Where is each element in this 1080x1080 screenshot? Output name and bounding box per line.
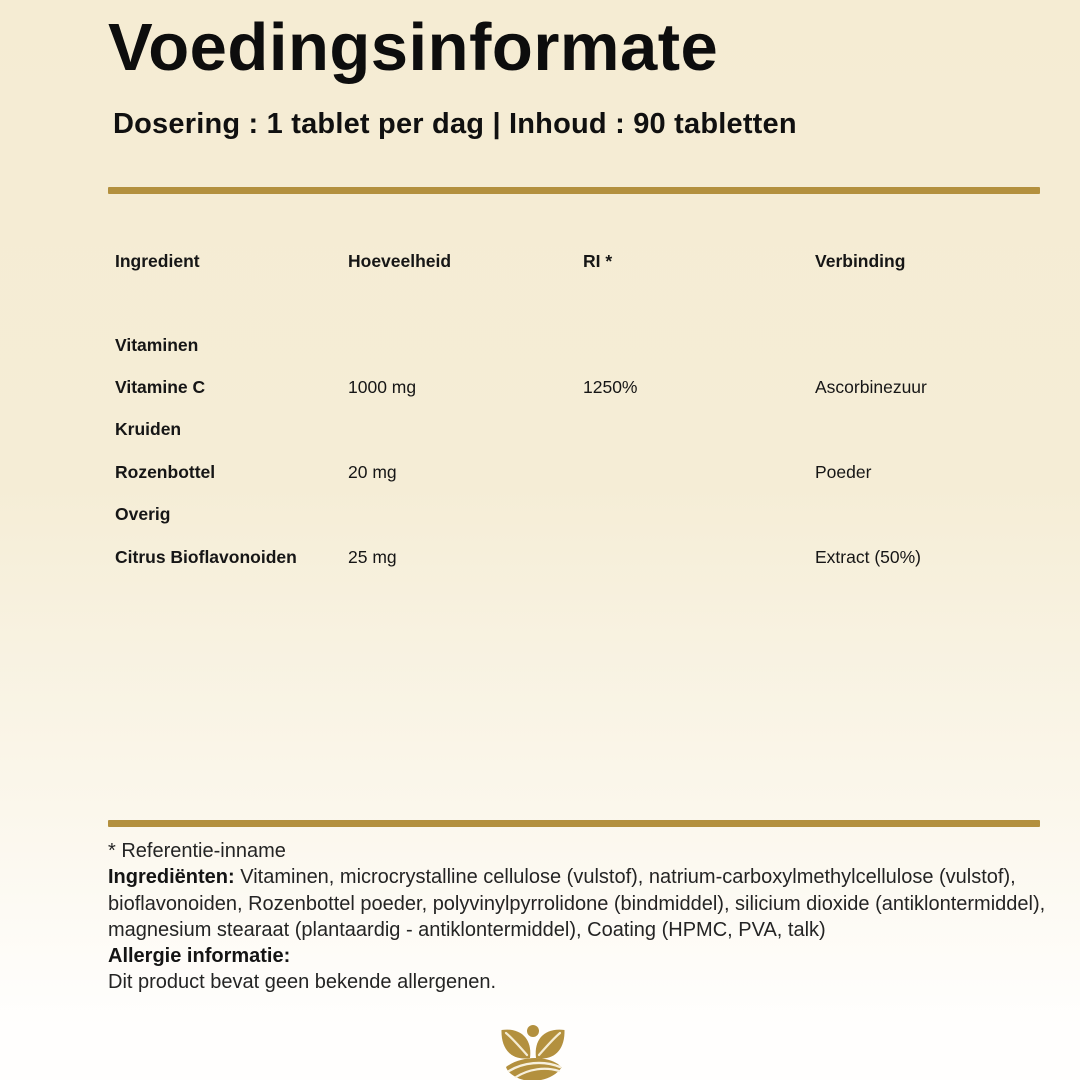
page-title: Voedingsinformate — [108, 10, 719, 85]
cell-amount: 20 mg — [348, 461, 397, 482]
table-item-row — [115, 366, 1041, 408]
nutrition-table — [115, 250, 1041, 578]
cell-amount: 25 mg — [348, 546, 397, 567]
cell-name: Overig — [115, 504, 171, 525]
ingredients-label: Ingrediënten: — [108, 866, 235, 889]
table-section-row — [115, 324, 1041, 366]
cell-amount: 1000 mg — [348, 377, 417, 398]
header-compound: Verbinding — [815, 250, 906, 271]
table-item-row — [115, 536, 1041, 578]
cell-name: Rozenbottel — [115, 461, 216, 482]
allergy-text: Dit product bevat geen bekende allergenen. — [108, 971, 497, 994]
cell-compound: Extract (50%) — [815, 546, 921, 567]
logo-bud-icon — [527, 1025, 539, 1037]
cell-compound: Ascorbinezuur — [815, 377, 927, 398]
header-amount: Hoeveelheid — [348, 250, 452, 271]
reference-note: * Referentie-inname — [108, 840, 286, 862]
ingredients-paragraph — [108, 864, 1048, 943]
cell-ri: 1250% — [583, 377, 638, 398]
allergy-label: Allergie informatie: — [108, 945, 291, 968]
table-section-row — [115, 409, 1041, 451]
top-divider — [108, 187, 1040, 194]
table-item-row — [115, 451, 1041, 493]
table-section-row — [115, 494, 1041, 536]
table-header-row — [115, 250, 1041, 272]
brand-logo — [497, 1024, 569, 1080]
cell-name: Citrus Bioflavonoiden — [115, 546, 297, 567]
botanical-leaf-logo-icon — [497, 1024, 569, 1080]
header-ri: RI * — [583, 250, 613, 271]
cell-compound: Poeder — [815, 461, 872, 482]
footer-notes — [108, 838, 1048, 996]
header-ingredient: Ingredient — [115, 250, 200, 271]
cell-name: Vitaminen — [115, 334, 199, 355]
ingredients-text: Vitaminen, microcrystalline cellulose (vulstof), natrium-carboxylmethylcellulose (vulstof), bioflavonoiden, Rozenbottel poeder, polyvinylpyrrolidone (bindmiddel), silicium dioxide (antiklontermiddel), magnesium stearaat (plantaardig - antiklontermiddel), Coating (HPMC, PVA, talk) — [108, 866, 1046, 941]
bottom-divider — [108, 820, 1040, 827]
cell-name: Vitamine C — [115, 377, 206, 398]
dosage-subtitle: Dosering : 1 tablet per dag | Inhoud : 90 tabletten — [113, 108, 797, 140]
table-body — [115, 324, 1041, 578]
cell-name: Kruiden — [115, 419, 182, 440]
